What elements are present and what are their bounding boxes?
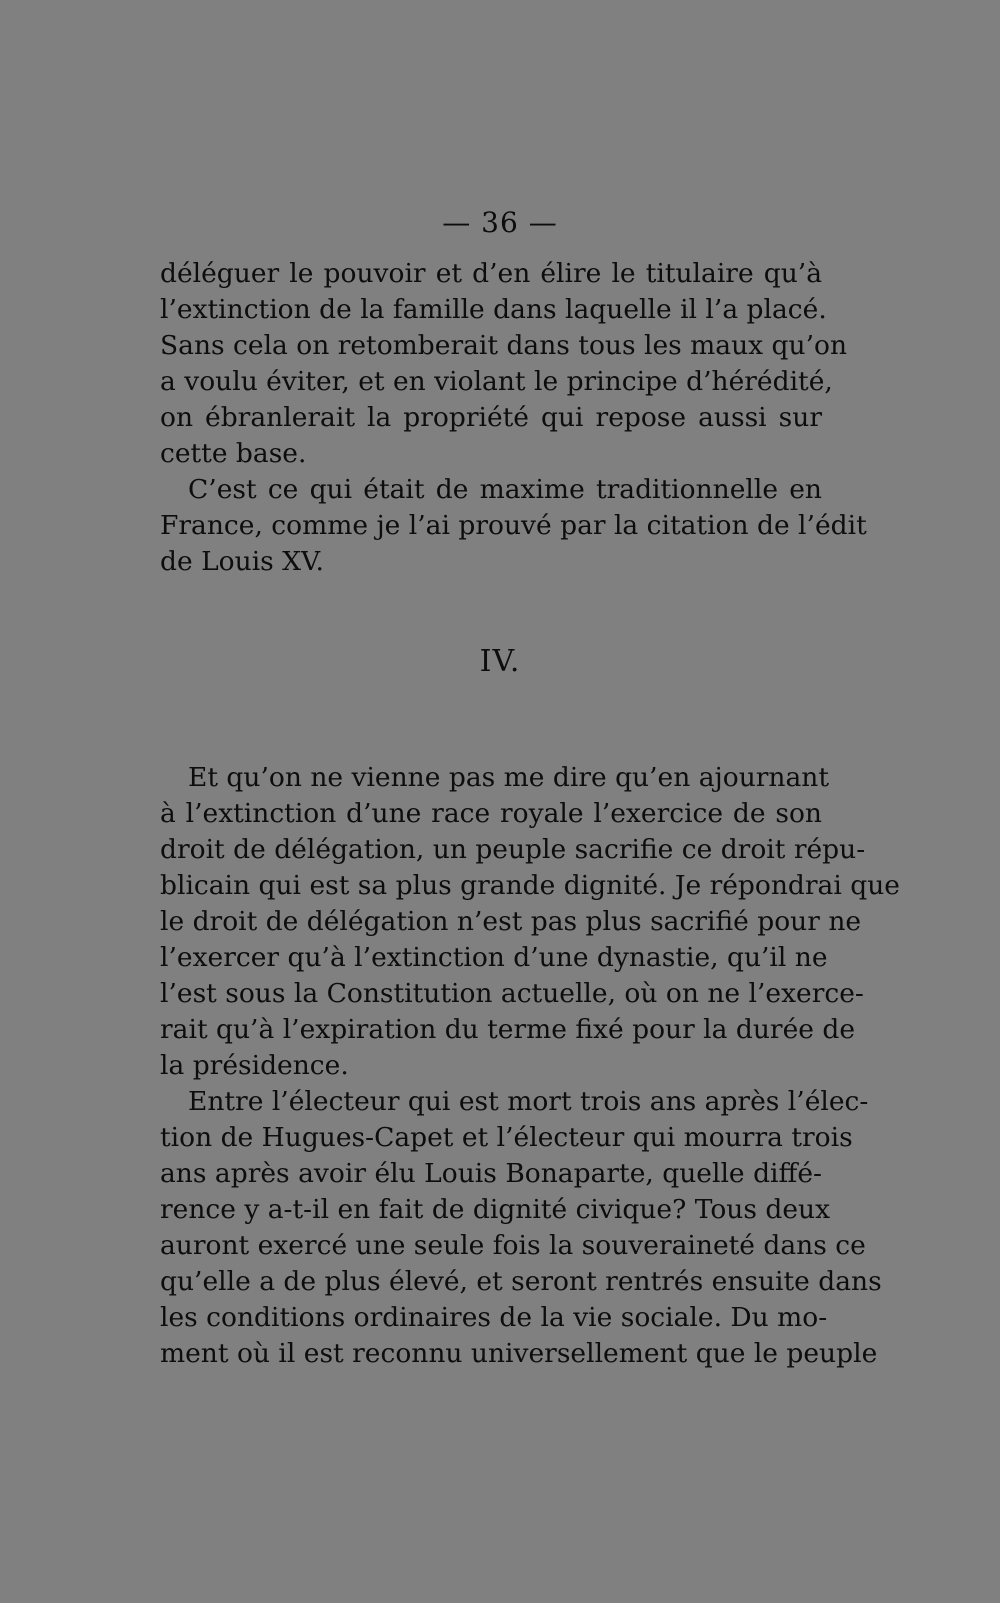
text-line: France, comme je l’ai prouvé par la citation de l’édit [160,510,867,541]
text-line: C’est ce qui était de maxime traditionnelle en [188,474,822,505]
text-line: l’extinction de la famille dans laquelle il l’a placé. [160,294,827,325]
text-line: ment où il est reconnu universellement que le peuple [160,1338,878,1369]
text-line: rence y a-t-il en fait de dignité civique? Tous deux [160,1194,831,1225]
text-line: cette base. [160,438,307,469]
text-line: a voulu éviter, et en violant le principe d’hérédité, [160,366,833,397]
text-line: tion de Hugues-Capet et l’électeur qui mourra trois [160,1122,853,1153]
text-line: Entre l’électeur qui est mort trois ans après l’élec- [188,1086,869,1117]
section-heading: IV. [479,644,521,679]
text-line: rait qu’à l’expiration du terme fixé pour la durée de [160,1014,856,1045]
paragraph-block-continuation [160,256,867,580]
text-line: à l’extinction d’une race royale l’exercice de son [160,798,822,829]
text-line: la présidence. [160,1050,349,1081]
text-line: on ébranlerait la propriété qui repose aussi sur [160,402,822,433]
text-line: de Louis XV. [160,546,324,577]
text-line: déléguer le pouvoir et d’en élire le titulaire qu’à [160,258,822,289]
text-line: Et qu’on ne vienne pas me dire qu’en ajournant [188,762,830,793]
text-line: les conditions ordinaires de la vie sociale. Du mo- [160,1302,828,1333]
text-line: auront exercé une seule fois la souveraineté dans ce [160,1230,866,1261]
text-line: le droit de délégation n’est pas plus sacrifié pour ne [160,906,862,937]
page-number: — 36 — [442,206,558,239]
text-line: droit de délégation, un peuple sacrifie ce droit répu- [160,834,866,865]
text-line: l’exercer qu’à l’extinction d’une dynastie, qu’il ne [160,942,828,973]
paragraph-block-section-iv [160,760,900,1372]
text-line: ans après avoir élu Louis Bonaparte, quelle diffé- [160,1158,822,1189]
text-line: blicain qui est sa plus grande dignité. Je répondrai que [160,870,900,901]
text-line: Sans cela on retomberait dans tous les maux qu’on [160,330,848,361]
text-line: l’est sous la Constitution actuelle, où on ne l’exerce- [160,978,864,1009]
text-line: qu’elle a de plus élevé, et seront rentrés ensuite dans [160,1266,882,1297]
